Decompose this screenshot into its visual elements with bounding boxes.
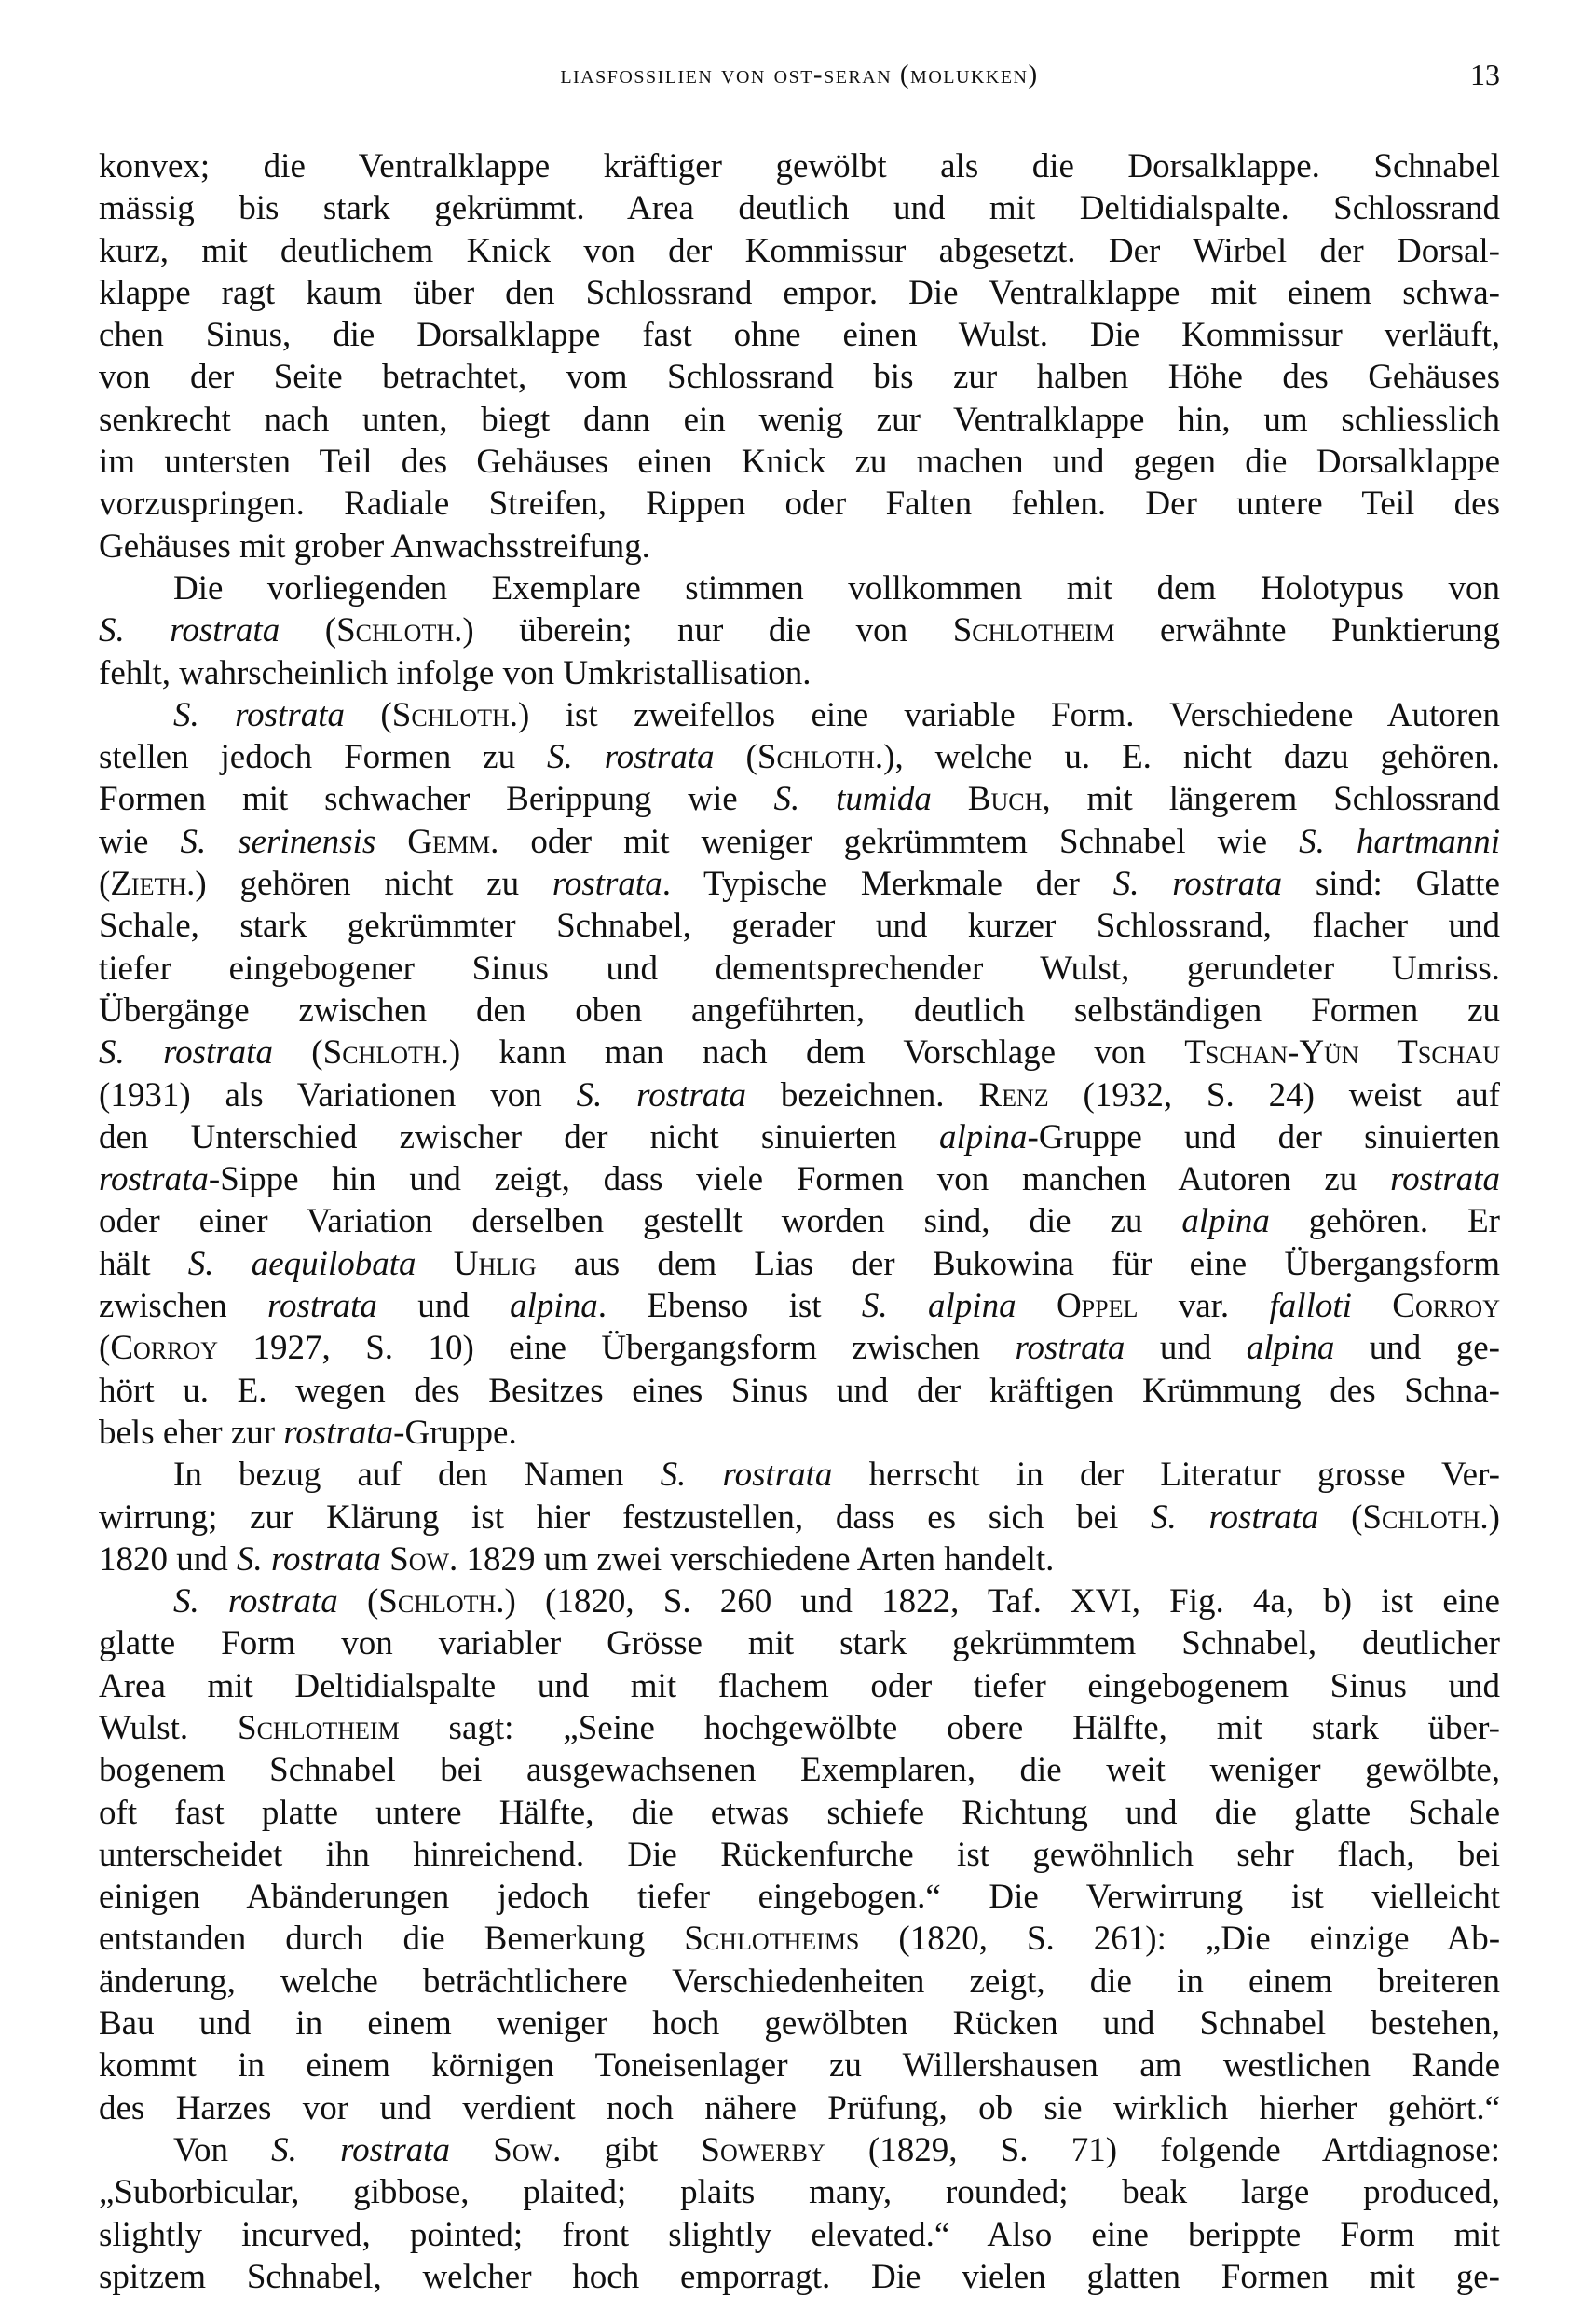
italic-taxon: rostrata xyxy=(267,1287,377,1326)
text-run: ( xyxy=(337,1582,379,1621)
text-run: oder einer Variation derselben gestellt worden sind, die zu xyxy=(99,1202,1182,1241)
text-run: (1820, S. 261): „Die einzige Ab- xyxy=(859,1920,1501,1959)
text-run: einigen Abänderungen jedoch tiefer eingebogen.“ Die Verwirrung ist vielleicht xyxy=(99,1878,1500,1917)
page-number: 13 xyxy=(1470,58,1500,91)
text-line xyxy=(99,2171,1500,2213)
running-header xyxy=(99,58,1500,95)
small-caps-author: Corroy xyxy=(1392,1287,1500,1326)
text-line xyxy=(99,863,1500,905)
small-caps-author: Uhlig xyxy=(453,1244,537,1283)
small-caps-author: Schlotheim xyxy=(238,1708,400,1747)
italic-taxon: S. rostrata xyxy=(173,1582,338,1621)
small-caps-author: Sow. xyxy=(493,2130,562,2169)
text-run: konvex; die Ventralklappe kräftiger gewölbt als die Dorsalklappe. Schnabel xyxy=(99,147,1500,185)
text-run: bogenem Schnabel bei ausgewachsenen Exemplaren, die weit weniger gewölbte, xyxy=(99,1751,1500,1790)
text-run: chen Sinus, die Dorsalklappe fast ohne einen Wulst. Die Kommissur verläuft, xyxy=(99,316,1500,355)
text-run: ) gehören nicht zu xyxy=(195,865,552,904)
text-line xyxy=(99,609,1500,651)
text-run: entstanden durch die Bemerkung xyxy=(99,1920,685,1959)
text-line xyxy=(99,1622,1500,1664)
text-run: vorzuspringen. Radiale Streifen, Rippen oder Falten fehlen. Der untere Teil des xyxy=(99,485,1500,524)
text-line xyxy=(99,2214,1500,2256)
text-run: 1927, S. 10) eine Übergangsform zwischen xyxy=(218,1329,1016,1368)
italic-taxon: S. hartmanni xyxy=(1299,822,1501,861)
text-run: Bau und in einem weniger hoch gewölbten Rücken und Schnabel bestehen, xyxy=(99,2004,1500,2044)
text-line xyxy=(99,145,1500,187)
text-run: und ge- xyxy=(1334,1329,1501,1368)
text-run: und xyxy=(376,1287,511,1326)
text-run: herrscht in der Literatur grosse Ver- xyxy=(832,1456,1500,1495)
small-caps-author: Sowerby xyxy=(701,2130,825,2169)
text-run: „Suborbicular, gibbose, plaited; plaits many, rounded; beak large produced, xyxy=(99,2173,1500,2212)
text-line xyxy=(99,652,1500,694)
text-line xyxy=(99,905,1500,947)
text-run: ( xyxy=(345,695,392,734)
text-run: stellen jedoch Formen zu xyxy=(99,738,548,777)
text-run: unterscheidet ihn hinreichend. Die Rückenfurche ist gewöhnlich sehr flach, bei xyxy=(99,1835,1500,1874)
text-run: fehlt, wahrscheinlich infolge von Umkristallisation. xyxy=(99,653,812,692)
text-line xyxy=(99,1158,1500,1200)
text-run xyxy=(450,2131,493,2169)
text-run: ) (1820, S. 260 und 1822, Taf. XVI, Fig. 4a, b) ist eine xyxy=(504,1582,1500,1621)
text-run: ), welche u. E. nicht dazu gehören. xyxy=(883,738,1501,777)
small-caps-author: Schlotheims xyxy=(684,1920,860,1959)
small-caps-author: Gemm. xyxy=(407,822,499,861)
text-run: 1829 um zwei verschiedene Arten handelt. xyxy=(457,1539,1055,1579)
text-run: (1931) als Variationen von xyxy=(99,1075,577,1114)
text-run: ) kann man nach dem Vorschlage von xyxy=(448,1033,1185,1073)
text-line xyxy=(99,1116,1500,1158)
text-run: slightly incurved, pointed; front slightly elevated.“ Also eine berippte Form mit xyxy=(99,2215,1500,2254)
text-line xyxy=(99,1243,1500,1285)
text-line xyxy=(99,187,1500,229)
text-run: hält xyxy=(99,1244,188,1283)
text-run: zwischen xyxy=(99,1287,268,1326)
text-run: klappe ragt kaum über den Schlossrand empor. Die Ventralklappe mit einem schwa- xyxy=(99,273,1500,312)
text-line xyxy=(99,1285,1500,1327)
text-line xyxy=(99,694,1500,736)
text-line xyxy=(99,1200,1500,1242)
italic-taxon: alpina xyxy=(1246,1329,1335,1368)
text-run: , mit längerem Schlossrand xyxy=(1042,780,1501,819)
text-run: Von xyxy=(173,2130,272,2169)
text-line xyxy=(99,1749,1500,1791)
text-line xyxy=(99,1834,1500,1876)
italic-taxon: rostrata xyxy=(552,865,662,904)
text-line xyxy=(99,2003,1500,2044)
text-run: wirrung; zur Klärung ist hier festzustellen, dass es sich bei xyxy=(99,1497,1152,1537)
text-line xyxy=(99,1580,1500,1622)
text-line xyxy=(99,399,1500,441)
text-line xyxy=(99,1792,1500,1834)
text-run: im untersten Teil des Gehäuses einen Knick zu machen und gegen die Dorsalklappe xyxy=(99,443,1500,482)
text-run: oft fast platte untere Hälfte, die etwas schiefe Richtung und die glatte Schale xyxy=(99,1793,1500,1832)
text-run: Wulst. xyxy=(99,1708,239,1747)
text-run: ) xyxy=(1488,1497,1500,1537)
text-line xyxy=(99,2256,1500,2298)
text-run: In bezug auf den Namen xyxy=(173,1456,661,1495)
text-run: ) ist zweifellos eine variable Form. Verschiedene Autoren xyxy=(518,695,1501,734)
text-line xyxy=(99,314,1500,356)
text-line xyxy=(99,1961,1500,2003)
text-run xyxy=(932,780,968,818)
text-run: hört u. E. wegen des Besitzes eines Sinus und der kräftigen Krümmung des Schna- xyxy=(99,1371,1500,1410)
italic-taxon: alpina xyxy=(1181,1202,1270,1241)
small-caps-author: Schloth. xyxy=(757,738,884,777)
text-line xyxy=(99,1497,1500,1538)
text-run: kommt in einem körnigen Toneisenlager zu Willershausen am westlichen Rande xyxy=(99,2046,1500,2085)
text-line xyxy=(99,1538,1500,1580)
text-line xyxy=(99,1327,1500,1369)
italic-taxon: rostrata xyxy=(283,1413,394,1452)
text-run: ( xyxy=(714,738,757,777)
text-line xyxy=(99,778,1500,820)
italic-taxon: S. rostrata xyxy=(237,1539,381,1579)
text-run: spitzem Schnabel, welcher hoch emporragt. Die vielen glatten Formen mit ge- xyxy=(99,2257,1500,2296)
running-title: liasfossilien von ost-seran (molukken) xyxy=(560,60,1039,89)
text-line xyxy=(99,272,1500,314)
small-caps-author: Renz xyxy=(978,1075,1049,1114)
text-run: ( xyxy=(272,1033,323,1073)
text-run: erwähnte Punktierung xyxy=(1114,611,1500,650)
text-run: -Gruppe. xyxy=(393,1413,517,1452)
small-caps-author: Schloth. xyxy=(391,695,519,734)
text-line xyxy=(99,1412,1500,1454)
body-text xyxy=(99,145,1500,2298)
text-line xyxy=(99,230,1500,272)
text-run: sagt: „Seine hochgewölbte obere Hälfte, mit stark über- xyxy=(399,1708,1501,1747)
text-run: (1829, S. 71) folgende Artdiagnose: xyxy=(825,2130,1500,2169)
text-line xyxy=(99,567,1500,609)
text-line xyxy=(99,526,1500,567)
text-line xyxy=(99,441,1500,483)
small-caps-author: Schlotheim xyxy=(952,611,1115,650)
italic-taxon: S. tumida xyxy=(773,780,932,819)
text-run: ( xyxy=(280,611,337,650)
text-run: sind: Glatte xyxy=(1282,865,1500,904)
small-caps-author: Zieth. xyxy=(110,865,196,904)
italic-taxon: rostrata xyxy=(99,1160,209,1199)
italic-taxon: S. rostrata xyxy=(271,2130,451,2169)
text-line xyxy=(99,2044,1500,2086)
text-run: Area mit Deltidialspalte und mit flachem oder tiefer eingebogenem Sinus und xyxy=(99,1666,1500,1705)
italic-taxon: rostrata xyxy=(1390,1160,1500,1199)
text-line xyxy=(99,821,1500,863)
small-caps-author: Schloth. xyxy=(1362,1497,1489,1537)
text-run xyxy=(375,823,407,861)
text-line xyxy=(99,1032,1500,1073)
small-caps-author: Buch xyxy=(967,780,1043,819)
text-run: Formen mit schwacher Berippung wie xyxy=(99,780,774,819)
small-caps-author: Corroy xyxy=(110,1329,219,1368)
text-line xyxy=(99,356,1500,398)
text-run: Übergänge zwischen den oben angeführten, deutlich selbständigen Formen zu xyxy=(99,991,1500,1030)
italic-taxon: S. alpina xyxy=(861,1287,1016,1326)
small-caps-author: Schloth. xyxy=(378,1582,505,1621)
text-run: ) überein; nur die von xyxy=(462,611,953,650)
text-run: glatte Form von variabler Grösse mit stark gekrümmtem Schnabel, deutlicher xyxy=(99,1624,1500,1663)
text-run: von der Seite betrachtet, vom Schlossrand bis zur halben Höhe des Gehäuses xyxy=(99,358,1500,397)
text-run: und xyxy=(1125,1329,1247,1368)
italic-taxon: alpina xyxy=(510,1287,598,1326)
italic-taxon: alpina xyxy=(938,1117,1028,1156)
italic-taxon: S. rostrata xyxy=(547,738,715,777)
text-run: ( xyxy=(99,1329,111,1368)
text-run: änderung, welche beträchtlichere Verschiedenheiten zeigt, die in einem breiteren xyxy=(99,1962,1500,2001)
text-run: des Harzes vor und verdient noch nähere Prüfung, ob sie wirklich hierher gehört.“ xyxy=(99,2088,1500,2127)
text-run xyxy=(1016,1287,1057,1325)
small-caps-author: Schloth. xyxy=(322,1033,449,1073)
text-run: . Typische Merkmale der xyxy=(662,865,1113,904)
text-line xyxy=(99,1918,1500,1960)
italic-taxon: S. rostrata xyxy=(99,1033,273,1073)
text-run: -Sippe hin und zeigt, dass viele Formen von manchen Autoren zu xyxy=(208,1160,1391,1199)
text-run: ( xyxy=(1318,1497,1363,1537)
text-run: bezeichnen. xyxy=(746,1075,979,1114)
text-line xyxy=(99,1370,1500,1412)
text-run: 1820 und xyxy=(99,1539,237,1579)
italic-taxon: falloti xyxy=(1269,1287,1352,1326)
italic-taxon: S. rostrata xyxy=(660,1456,833,1495)
text-run: gehören. Er xyxy=(1269,1202,1500,1241)
small-caps-author: Schloth. xyxy=(336,611,463,650)
text-run: -Gruppe und der sinuierten xyxy=(1027,1117,1500,1156)
italic-taxon: S. rostrata xyxy=(1151,1497,1319,1537)
text-line xyxy=(99,1454,1500,1496)
text-line xyxy=(99,1707,1500,1749)
italic-taxon: S. serinensis xyxy=(180,822,376,861)
text-line xyxy=(99,1665,1500,1707)
text-run: Die vorliegenden Exemplare stimmen vollkommen mit dem Holotypus von xyxy=(173,568,1500,608)
small-caps-author: Sow. xyxy=(389,1539,458,1579)
text-line xyxy=(99,736,1500,778)
text-run: . Ebenso ist xyxy=(597,1287,862,1326)
text-run: senkrecht nach unten, biegt dann ein wenig zur Ventralklappe hin, um schliesslich xyxy=(99,400,1500,439)
text-run: wie xyxy=(99,822,181,861)
text-line xyxy=(99,990,1500,1032)
text-line xyxy=(99,2129,1500,2171)
italic-taxon: S. rostrata xyxy=(576,1075,747,1114)
text-run xyxy=(416,1245,454,1283)
text-run xyxy=(1352,1287,1392,1325)
text-line xyxy=(99,948,1500,990)
text-run: oder mit weniger gekrümmtem Schnabel wie xyxy=(498,822,1300,861)
text-run: aus dem Lias der Bukowina für eine Übergangsform xyxy=(536,1244,1501,1283)
text-run: Gehäuses mit grober Anwachsstreifung. xyxy=(99,526,650,566)
text-run: (1932, S. 24) weist auf xyxy=(1048,1075,1500,1114)
text-run: bels eher zur xyxy=(99,1413,284,1452)
text-run: var. xyxy=(1138,1287,1270,1326)
text-run: ( xyxy=(99,865,111,904)
italic-taxon: S. rostrata xyxy=(1112,865,1283,904)
text-line xyxy=(99,1074,1500,1116)
text-run: gibt xyxy=(561,2130,702,2169)
small-caps-author: Oppel xyxy=(1056,1287,1139,1326)
italic-taxon: rostrata xyxy=(1015,1329,1125,1368)
italic-taxon: S. aequilobata xyxy=(187,1244,416,1283)
text-line xyxy=(99,1876,1500,1918)
italic-taxon: S. rostrata xyxy=(99,611,280,650)
text-line xyxy=(99,483,1500,525)
small-caps-author: Tschan-Yün Tschau xyxy=(1184,1033,1500,1073)
text-run: mässig bis stark gekrümmt. Area deutlich und mit Deltidialspalte. Schlossrand xyxy=(99,189,1500,228)
text-run: kurz, mit deutlichem Knick von der Kommissur abgesetzt. Der Wirbel der Dorsal- xyxy=(99,231,1500,270)
text-run: tiefer eingebogener Sinus und dementsprechender Wulst, gerundeter Umriss. xyxy=(99,949,1500,988)
text-run: den Unterschied zwischer der nicht sinuierten xyxy=(99,1117,939,1156)
text-run xyxy=(381,1540,389,1579)
italic-taxon: S. rostrata xyxy=(173,695,346,734)
text-line xyxy=(99,2087,1500,2129)
text-run: Schale, stark gekrümmter Schnabel, gerader und kurzer Schlossrand, flacher und xyxy=(99,907,1500,946)
